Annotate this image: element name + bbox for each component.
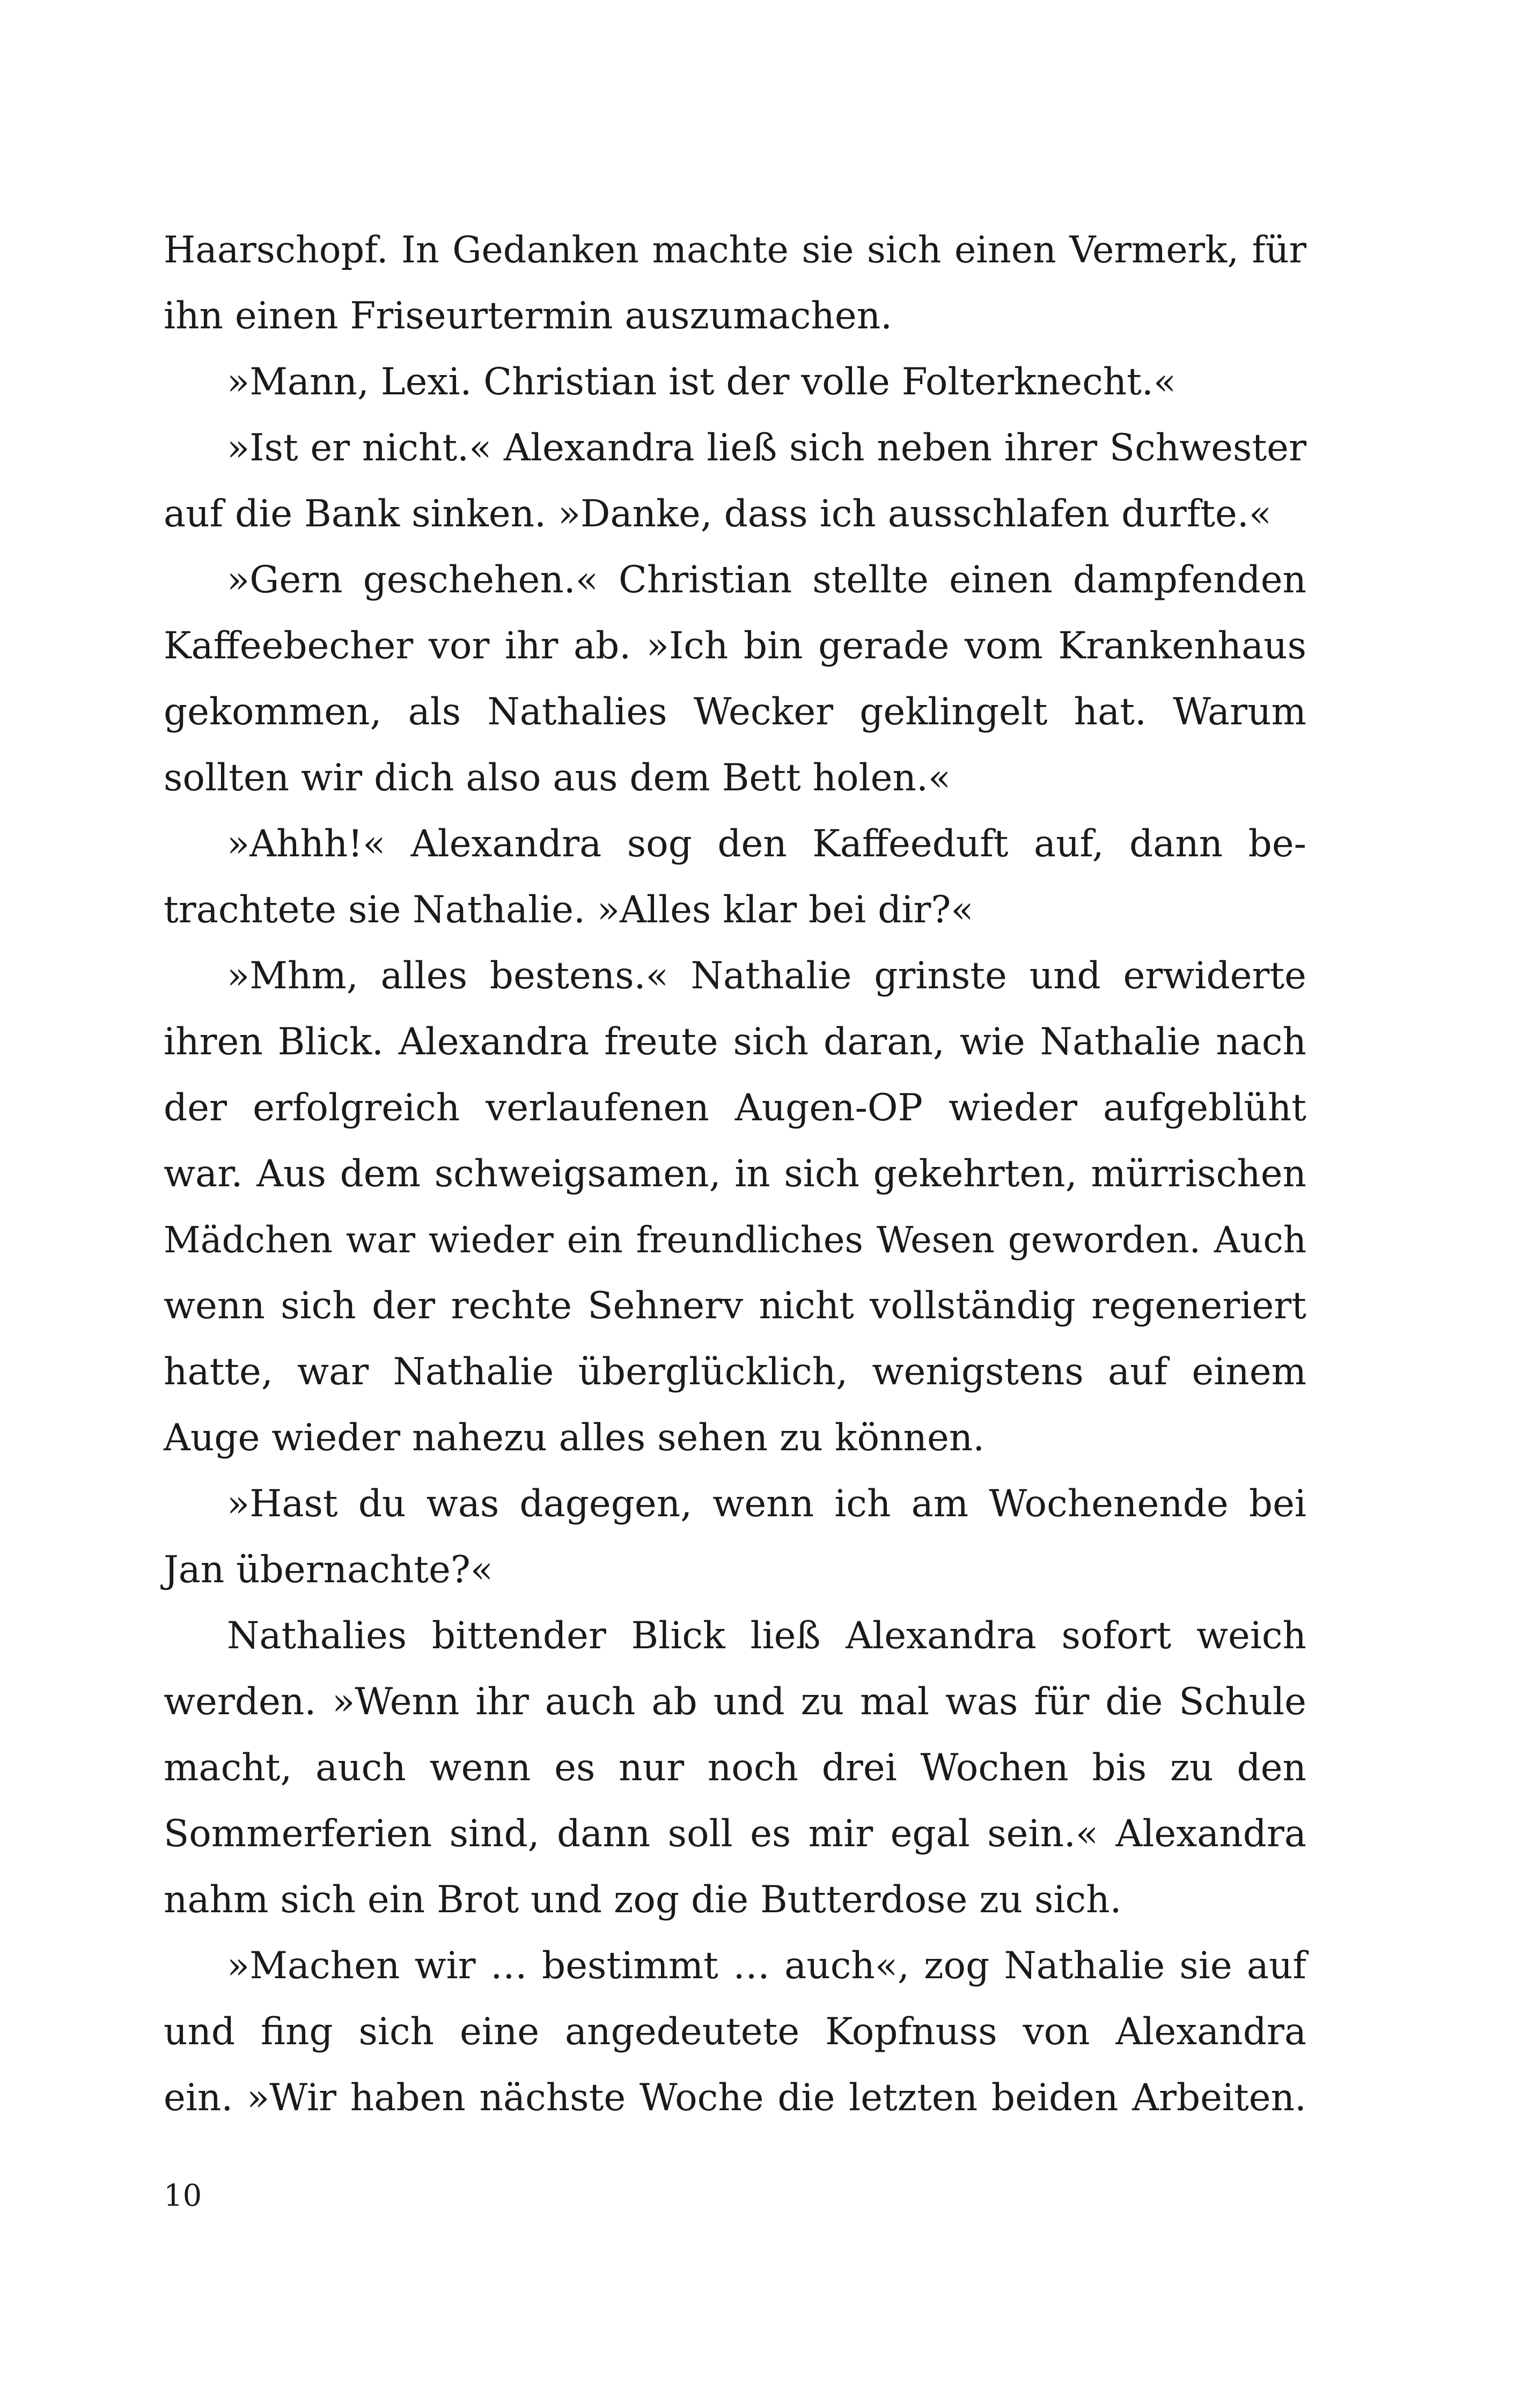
- text-line: werden. »Wenn ihr auch ab und zu mal was für die Schule: [164, 1680, 1306, 1723]
- text-line: Auge wieder nahezu alles sehen zu können.: [164, 1416, 985, 1459]
- text-line: »Mhm, alles bestens.« Nathalie grinste und erwiderte: [227, 955, 1306, 997]
- text-line: Sommerferien sind, dann soll es mir egal sein.« Alexandra: [164, 1812, 1306, 1855]
- page-number: 10: [164, 2178, 202, 2213]
- text-line: ihn einen Friseurtermin auszumachen.: [164, 295, 893, 337]
- text-line: hatte, war Nathalie überglücklich, wenigstens auf einem: [164, 1350, 1306, 1393]
- text-line: ein. »Wir haben nächste Woche die letzten beiden Arbeiten.: [164, 2076, 1306, 2119]
- text-line: war. Aus dem schweigsamen, in sich gekehrten, mürrischen: [164, 1152, 1306, 1195]
- text-line: macht, auch wenn es nur noch drei Wochen bis zu den: [164, 1746, 1306, 1789]
- text-line: und fing sich eine angedeutete Kopfnuss von Alexandra: [164, 2010, 1306, 2053]
- text-line: Kaffeebecher vor ihr ab. »Ich bin gerade vom Krankenhaus: [164, 625, 1306, 667]
- text-line: Jan übernachte?«: [164, 1548, 494, 1591]
- text-line: gekommen, als Nathalies Wecker geklingelt hat. Warum: [164, 691, 1306, 733]
- text-line: Haarschopf. In Gedanken machte sie sich einen Vermerk, für: [164, 229, 1306, 271]
- text-line: auf die Bank sinken. »Danke, dass ich ausschlafen durfte.«: [164, 493, 1272, 535]
- text-line: wenn sich der rechte Sehnerv nicht vollständig regeneriert: [164, 1284, 1306, 1327]
- text-line: der erfolgreich verlaufenen Augen-OP wieder aufgeblüht: [164, 1086, 1306, 1129]
- text-line: trachtete sie Nathalie. »Alles klar bei dir?«: [164, 889, 974, 931]
- text-line: Mädchen war wieder ein freundliches Wesen geworden. Auch: [164, 1219, 1306, 1261]
- text-line: »Ist er nicht.« Alexandra ließ sich neben ihrer Schwester: [227, 427, 1306, 469]
- text-line: sollten wir dich also aus dem Bett holen.«: [164, 757, 951, 799]
- text-line: »Mann, Lexi. Christian ist der volle Folterknecht.«: [227, 361, 1177, 403]
- text-line: »Machen wir … bestimmt … auch«, zog Nathalie sie auf: [227, 1944, 1306, 1987]
- text-line: nahm sich ein Brot und zog die Butterdose zu sich.: [164, 1878, 1122, 1921]
- text-line: »Hast du was dagegen, wenn ich am Wochenende bei: [227, 1482, 1306, 1525]
- text-line: »Ahhh!« Alexandra sog den Kaffeeduft auf, dann be-: [227, 823, 1306, 865]
- text-line: ihren Blick. Alexandra freute sich daran, wie Nathalie nach: [164, 1021, 1306, 1063]
- text-line: Nathalies bittender Blick ließ Alexandra sofort weich: [227, 1614, 1306, 1657]
- text-line: »Gern geschehen.« Christian stellte einen dampfenden: [227, 559, 1306, 601]
- body-text: [164, 217, 1306, 2131]
